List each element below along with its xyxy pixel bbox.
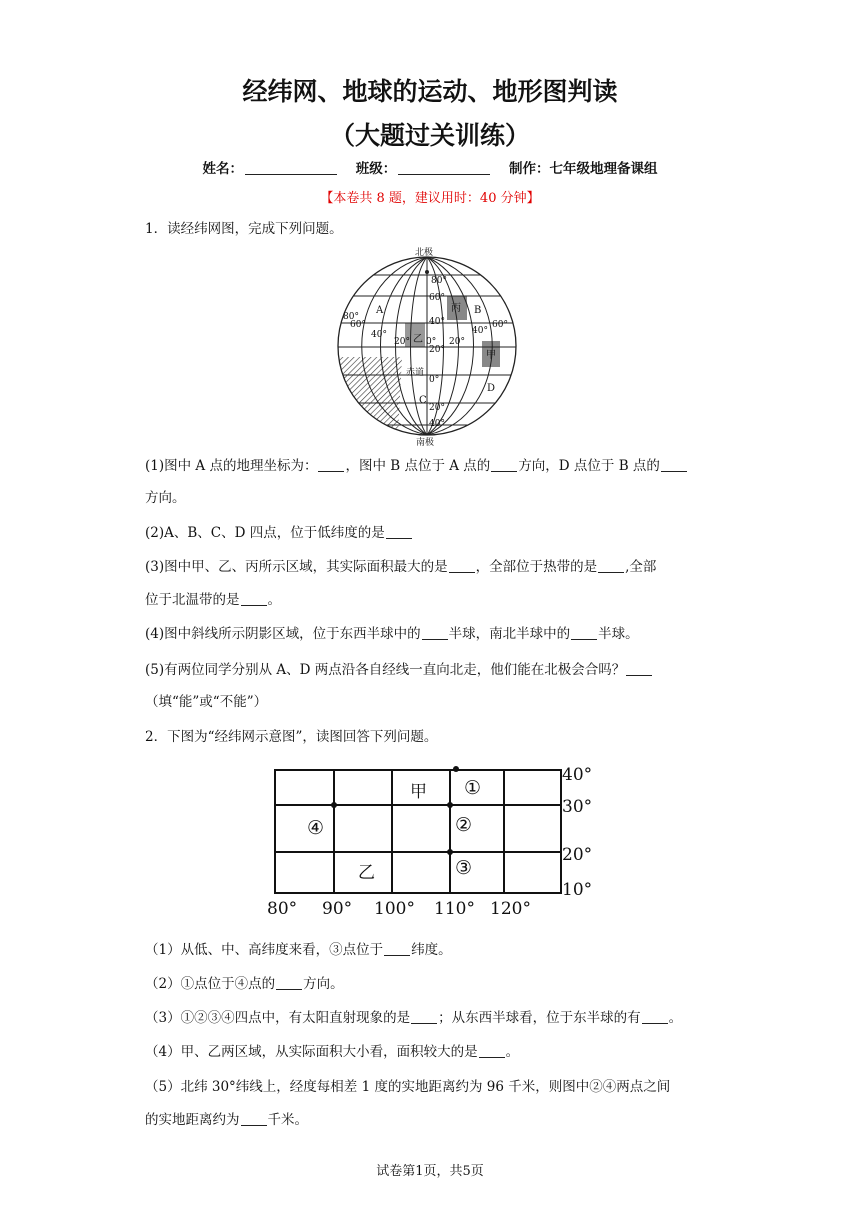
globe-label-jia: 甲 bbox=[486, 350, 496, 361]
page-footer: 试卷第1页，共5页 bbox=[376, 1164, 484, 1179]
grid-point-2: ② bbox=[455, 814, 473, 836]
q2-part1: （1）从低、中、高纬度来看，③点位于 纬度。 bbox=[145, 942, 452, 958]
grid-lon-110: 110° bbox=[434, 899, 475, 919]
q1-part5-cont: （填“能”或“不能”） bbox=[145, 694, 268, 710]
globe-lats40-label: 40° bbox=[429, 419, 445, 429]
maker-label: 制作：七年级地理备课组 bbox=[508, 161, 658, 177]
q1-part4: (4)图中斜线所示阴影区域，位于东西半球中的 半球，南北半球中的 半球。 bbox=[145, 626, 639, 642]
hatched-region bbox=[334, 357, 402, 435]
grid-lat-30: 30° bbox=[562, 797, 593, 817]
globe-lon20-label: 20° bbox=[394, 337, 410, 347]
globe-lat40-label: 40° bbox=[429, 317, 445, 327]
grid-lon-100: 100° bbox=[374, 899, 415, 919]
q1-stem: 1．读经纬网图，完成下列问题。 bbox=[145, 221, 343, 237]
q1-part2: (2)A、B、C、D 四点，位于低纬度的是 bbox=[145, 523, 725, 543]
q2-part5-cont: 的实地距离约为 千米。 bbox=[145, 1112, 308, 1128]
grid-lat-20: 20° bbox=[562, 845, 593, 865]
globe-point-c: C bbox=[419, 395, 427, 406]
q2-part3: （3）①②③④四点中，有太阳直射现象的是 ；从东西半球看，位于东半球的有 。 bbox=[145, 1010, 683, 1026]
globe-lat60-label: 60° bbox=[429, 293, 445, 303]
grid-region-yi: 乙 bbox=[358, 863, 375, 883]
globe-lats20-label: 20° bbox=[429, 403, 445, 413]
name-blank[interactable] bbox=[245, 160, 337, 175]
name-label: 姓名： bbox=[202, 161, 244, 177]
globe-lat0-label: 0° bbox=[429, 375, 440, 385]
q1-part3: (3)图中甲、乙、丙所示区域，其实际面积最大的是 ，全部位于热带的是 ,全部 bbox=[145, 559, 657, 575]
globe-lone40-label: 40° bbox=[472, 326, 488, 336]
exam-notice: 【本卷共 8 题，建议用时：40 分钟】 bbox=[320, 191, 540, 206]
class-blank[interactable] bbox=[398, 160, 490, 175]
lat-lon-grid-figure bbox=[262, 760, 602, 920]
grid-lon-120: 120° bbox=[490, 899, 531, 919]
globe-lon60-label: 60° bbox=[350, 320, 366, 330]
grid-point-4: ④ bbox=[307, 817, 325, 839]
class-label: 班级： bbox=[355, 161, 397, 177]
globe-lon80-label: 80° bbox=[343, 312, 359, 322]
globe-point-d: D bbox=[487, 383, 496, 394]
globe-point-b: B bbox=[474, 305, 482, 316]
student-info-line bbox=[0, 157, 860, 177]
q2-part5: （5）北纬 30°纬线上，经度每相差 1 度的实地距离约为 96 千米，则图中②④两点之间 bbox=[145, 1079, 671, 1095]
grid-lon-90: 90° bbox=[322, 899, 353, 919]
globe-equator-label: 赤道 bbox=[406, 368, 425, 378]
page-subtitle: （大题过关训练） bbox=[329, 121, 530, 150]
grid-point-1: ① bbox=[464, 777, 482, 799]
globe-point-a: A bbox=[376, 305, 384, 316]
grid-point-3: ③ bbox=[455, 857, 473, 879]
globe-figure bbox=[330, 245, 530, 450]
globe-lon0-label: 0° bbox=[426, 337, 437, 347]
grid-region-jia: 甲 bbox=[410, 782, 427, 802]
q1-part3-cont: 位于北温带的是 。 bbox=[145, 592, 281, 608]
globe-lat80-label: 80° bbox=[431, 276, 447, 286]
grid-lat-40: 40° bbox=[562, 765, 593, 785]
globe-label-bing: 丙 bbox=[451, 303, 461, 314]
grid-lon-80: 80° bbox=[267, 899, 298, 919]
globe-lone20-label: 20° bbox=[449, 337, 465, 347]
globe-label-yi: 乙 bbox=[413, 334, 423, 345]
q1-part5: (5)有两位同学分别从 A、D 两点沿各自经线一直向北走，他们能在北极会合吗？ bbox=[145, 660, 725, 680]
q2-part2: （2）①点位于④点的 方向。 bbox=[145, 976, 344, 992]
globe-lone60-label: 60° bbox=[492, 320, 508, 330]
globe-north-pole-label: 北极 bbox=[415, 248, 434, 258]
globe-lat20-label: 20° bbox=[429, 345, 445, 355]
globe-south-pole-label: 南极 bbox=[416, 438, 435, 448]
q2-part4: （4）甲、乙两区域，从实际面积大小看，面积较大的是 。 bbox=[145, 1044, 520, 1060]
globe-lon40-label: 40° bbox=[371, 330, 387, 340]
q1-part1-cont: 方向。 bbox=[145, 490, 186, 506]
page-title: 经纬网、地球的运动、地形图判读 bbox=[242, 77, 618, 106]
q2-stem: 2．下图为“经纬网示意图”，读图回答下列问题。 bbox=[145, 729, 438, 745]
q1-part1: (1)图中 A 点的地理坐标为： ，图中 B 点位于 A 点的 方向，D 点位于 B 点的 bbox=[145, 456, 725, 476]
grid-lat-10: 10° bbox=[562, 880, 593, 900]
